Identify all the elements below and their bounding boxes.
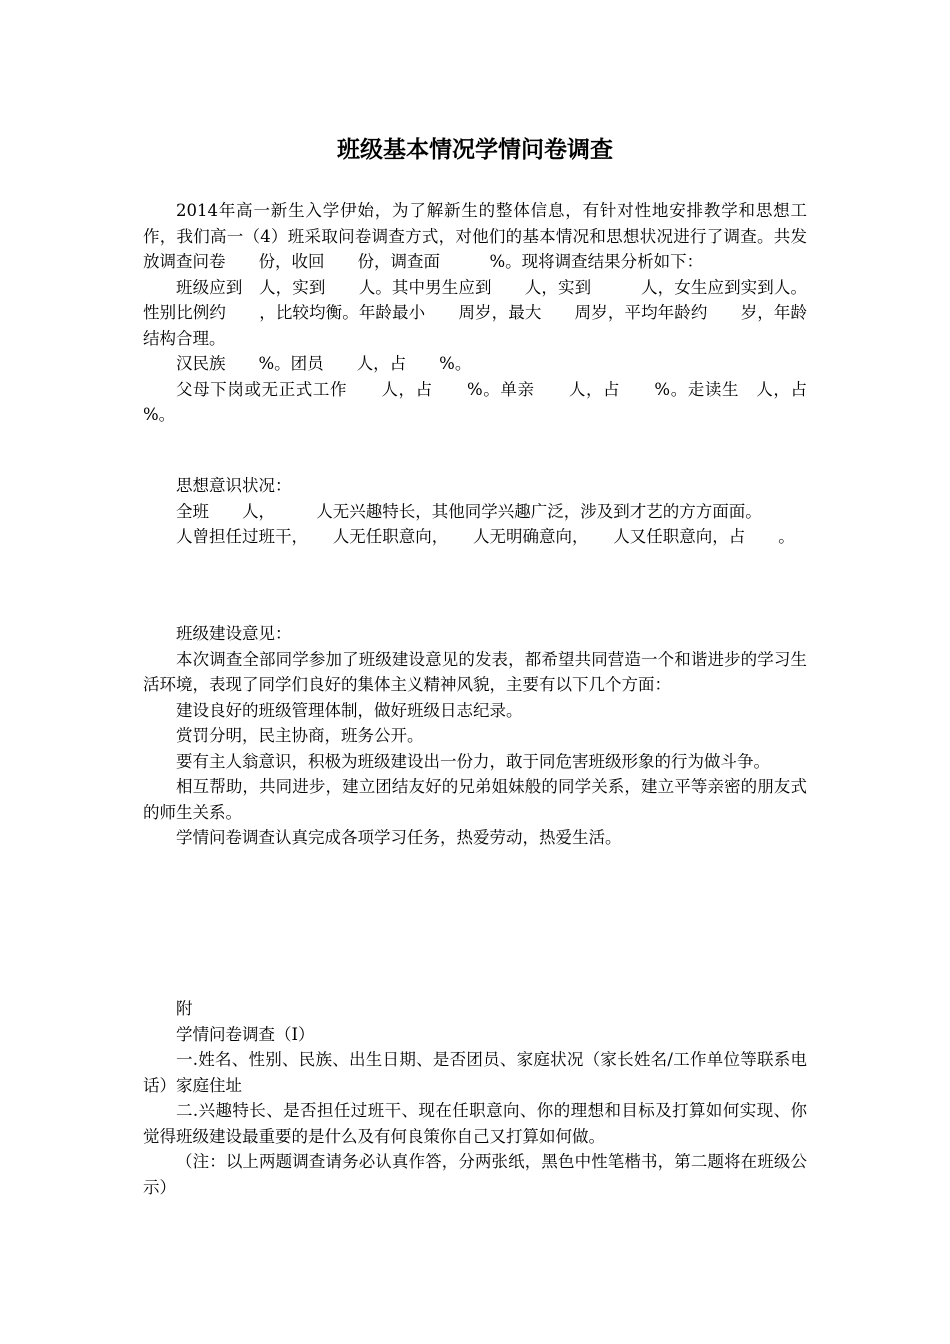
appendix-heading: 附 xyxy=(176,999,193,1018)
appendix-section xyxy=(143,996,807,1200)
class-building-item: 要有主人翁意识，积极为班级建设出一份力，敢于同危害班级形象的行为做斗争。 xyxy=(176,751,770,771)
class-building-item: 赏罚分明，民主协商，班务公开。 xyxy=(176,726,424,745)
interests-paragraph: 全班 人， 人无兴趣特长，其他同学兴趣广泛，涉及到才艺的方方面面。 xyxy=(176,501,762,521)
ideology-heading: 思想意识状况： xyxy=(176,476,292,495)
class-building-summary: 本次调查全部同学参加了班级建设意见的发表，都希望共同营造一个和谐进步的学习生活环境，表现了同学们良好的集体主义精神风貌，主要有以下几个方面： xyxy=(143,649,807,694)
family-status-paragraph: 父母下岗或无正式工作 人，占 %。单亲 人，占 %。走读生 人，占 %。 xyxy=(143,379,840,424)
intro-paragraph: 2014年高一新生入学伊始，为了解新生的整体信息，有针对性地安排教学和思想工作，我们高一（4）班采取问卷调查方式，对他们的基本情况和思想状况进行了调查。共发放调查问卷 份，收回 份，调查面 %。现将调查结果分析如下： xyxy=(143,201,807,271)
class-building-item: 学情问卷调查认真完成各项学习任务，热爱劳动，热爱生活。 xyxy=(176,828,622,847)
class-building-section xyxy=(143,621,807,851)
appendix-subtitle: 学情问卷调查（I） xyxy=(176,1024,315,1044)
class-building-heading: 班级建设意见： xyxy=(176,624,292,643)
cadre-paragraph: 人曾担任过班干， 人无任职意向， 人无明确意向， 人又任职意向，占 。 xyxy=(176,527,795,546)
document-title: 班级基本情况学情问卷调查 xyxy=(337,137,613,163)
survey-intro-section xyxy=(143,198,840,428)
attendance-paragraph: 班级应到 人，实到 人。其中男生应到 人，实到 人，女生应到实到人。性别比例约 ，比较均衡。年龄最小 周岁，最大 周岁，平均年龄约 岁，年龄结构合理。 xyxy=(143,277,807,348)
ideology-section xyxy=(143,473,807,550)
ethnicity-paragraph: 汉民族 %。团员 人，占 %。 xyxy=(176,354,472,373)
class-building-item: 相互帮助，共同进步，建立团结友好的兄弟姐妹般的同学关系，建立平等亲密的朋友式的师生关系。 xyxy=(143,777,807,822)
class-building-item: 建设良好的班级管理体制，做好班级日志纪录。 xyxy=(176,700,523,720)
appendix-question-1: 一.姓名、性别、民族、出生日期、是否团员、家庭状况（家长姓名/工作单位等联系电话）家庭住址 xyxy=(143,1050,807,1095)
appendix-question-2: 二.兴趣特长、是否担任过班干、现在任职意向、你的理想和目标及打算如何实现、你觉得班级建设最重要的是什么及有何良策你自己又打算如何做。 xyxy=(143,1101,807,1146)
appendix-note: （注：以上两题调查请务必认真作答，分两张纸，黑色中性笔楷书，第二题将在班级公示） xyxy=(143,1152,807,1197)
